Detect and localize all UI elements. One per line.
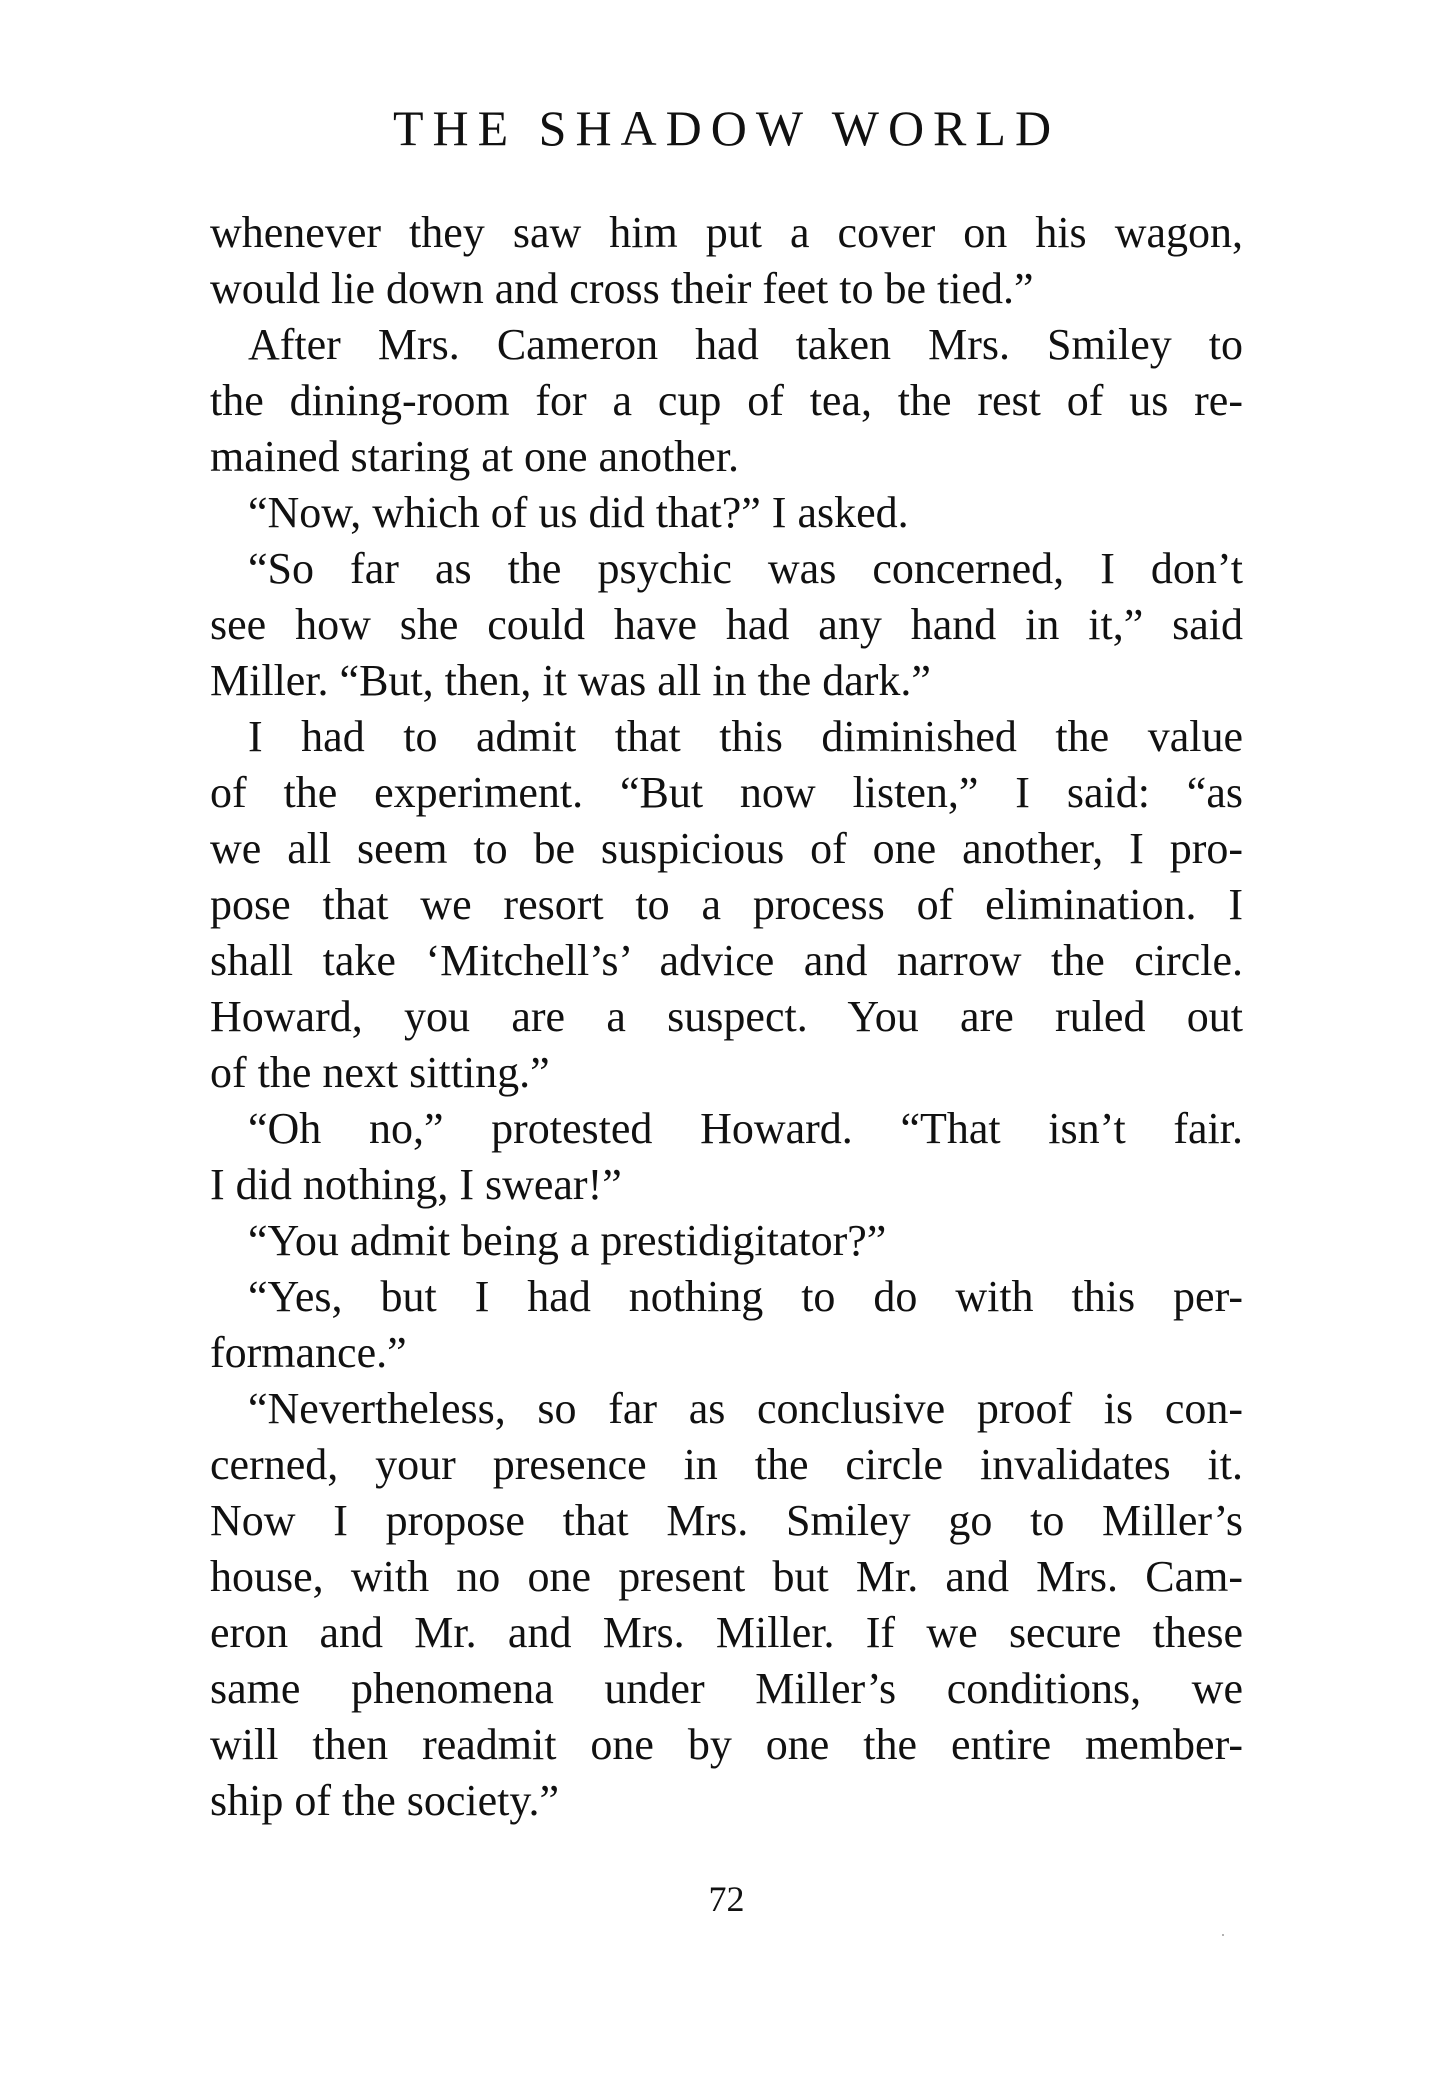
text-line: mained staring at one another. xyxy=(210,432,740,481)
text-line: “So far as the psychic was concerned, I don’t xyxy=(248,544,1243,593)
text-line: would lie down and cross their feet to be tied.” xyxy=(210,264,1034,313)
running-head-title: THE SHADOW WORLD xyxy=(392,100,1061,156)
text-line: of the next sitting.” xyxy=(210,1048,550,1097)
text-line: pose that we resort to a process of elimination. I xyxy=(210,880,1243,929)
text-line: I did nothing, I swear!” xyxy=(210,1160,622,1209)
text-line: “You admit being a prestidigitator?” xyxy=(248,1216,887,1265)
page-number: 72 xyxy=(708,1879,745,1919)
text-line: After Mrs. Cameron had taken Mrs. Smiley to xyxy=(248,320,1243,369)
text-line: of the experiment. “But now listen,” I said: “as xyxy=(210,768,1243,817)
text-line: same phenomena under Miller’s conditions, we xyxy=(210,1664,1243,1713)
text-line: eron and Mr. and Mrs. Miller. If we secure these xyxy=(210,1608,1243,1657)
text-line: “Yes, but I had nothing to do with this per- xyxy=(248,1272,1243,1321)
text-line: the dining-room for a cup of tea, the rest of us re- xyxy=(210,376,1243,425)
text-line: “Nevertheless, so far as conclusive proof is con- xyxy=(248,1384,1243,1433)
text-line: we all seem to be suspicious of one another, I pro- xyxy=(210,824,1243,873)
text-line: see how she could have had any hand in it,” said xyxy=(210,600,1243,649)
text-line: whenever they saw him put a cover on his wagon, xyxy=(210,208,1243,257)
text-line: shall take ‘Mitchell’s’ advice and narrow the circle. xyxy=(210,936,1243,985)
text-line: “Oh no,” protested Howard. “That isn’t fair. xyxy=(248,1104,1243,1153)
text-line: Now I propose that Mrs. Smiley go to Miller’s xyxy=(210,1496,1243,1545)
text-line: ship of the society.” xyxy=(210,1776,560,1825)
text-line: cerned, your presence in the circle invalidates it. xyxy=(210,1440,1243,1489)
text-line: house, with no one present but Mr. and Mrs. Cam- xyxy=(210,1552,1243,1601)
text-line: formance.” xyxy=(210,1328,407,1377)
text-line: Howard, you are a suspect. You are ruled out xyxy=(210,992,1243,1041)
text-line: “Now, which of us did that?” I asked. xyxy=(248,488,909,537)
text-line: Miller. “But, then, it was all in the dark.” xyxy=(210,656,931,705)
body-text xyxy=(210,205,1243,1829)
text-line: I had to admit that this diminished the value xyxy=(248,712,1243,761)
print-speck xyxy=(1222,1934,1224,1936)
text-line: will then readmit one by one the entire member- xyxy=(210,1720,1243,1769)
